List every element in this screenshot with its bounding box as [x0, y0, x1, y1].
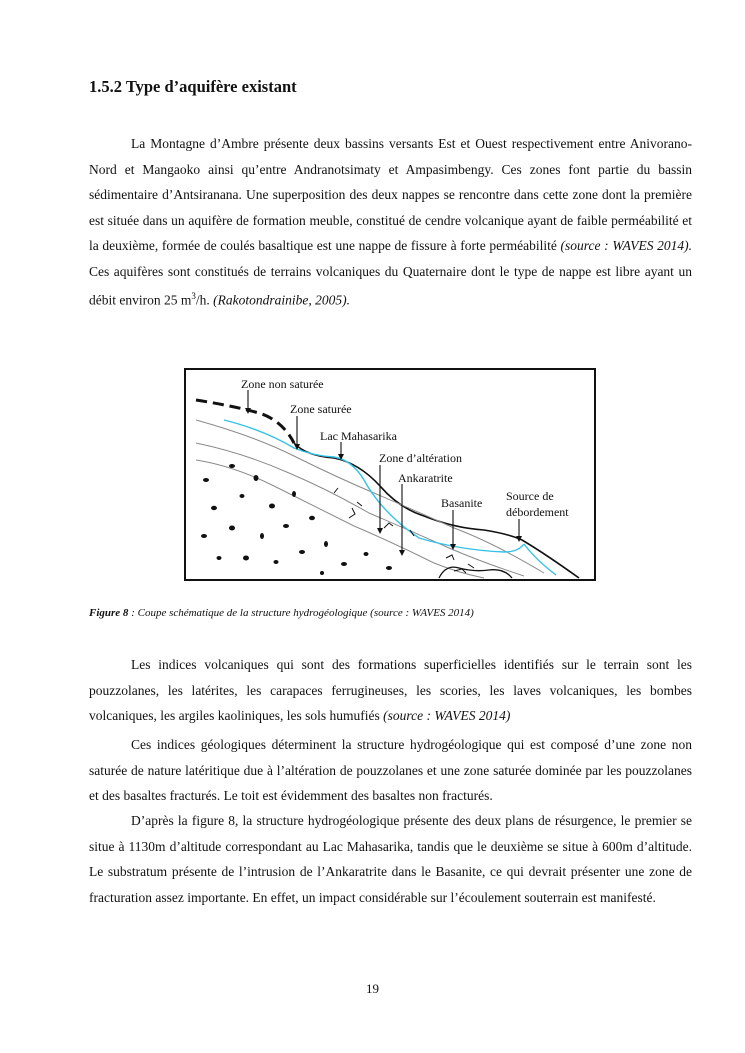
label-arrows [245, 390, 522, 556]
para1-superscript: 3 [191, 291, 196, 301]
paragraph-figure-interpretation: D’après la figure 8, la structure hydrogéologique présente des deux plans de résurgence, le premier se situe à 1130m d’altitude correspondant au Lac Mahasarika, tandis que le deuxième se situe à 600m d’altitude. Le substratum présente de l’intrusion de l’Ankaratrite dans le Basanite, ce qui devrait présenter une zone de fracturation assez importante. En effet, un impact considérable sur l’écoulement souterrain est manifesté. [89, 813, 692, 905]
cross-section-diagram [184, 368, 596, 581]
para2-source: (source : WAVES 2014) [383, 708, 511, 723]
para1-source: (source : WAVES 2014). [560, 238, 692, 253]
page-number: 19 [366, 981, 379, 996]
para1-reference: (Rakotondrainibe, 2005). [213, 292, 350, 308]
paragraph-geological-indices: Ces indices géologiques déterminent la structure hydrogéologique qui est composé d’une zone non saturée de nature latéritique due à l’altération de pouzzolanes et une zone saturée dominée par les pouzzolanes et des basaltes fracturés. Le toit est évidemment des basaltes non fracturés. [89, 737, 692, 803]
label-basanite: Basanite [441, 496, 483, 510]
unsaturated-zone-dashed-line [196, 400, 294, 443]
para1-text2: Ces aquifères sont constitués de terrains volcaniques du Quaternaire dont le type de nappe est libre ayant un débit environ 25 m [89, 263, 692, 308]
volcanic-fragments [201, 464, 392, 575]
caption-text: : Coupe schématique de la structure hydrogéologique (source : WAVES 2014) [128, 607, 474, 619]
label-source-line1: Source de [506, 489, 554, 503]
figure-frame [185, 369, 595, 580]
para1-text: La Montagne d’Ambre présente deux bassins versants Est et Ouest respectivement entre Anivorano-Nord et Mangaoko ainsi qu’entre Andranotsimaty et Ampasimbengy. Ces zones font partie du bassin sédimentaire d’Antsiranana. Une superposition des deux nappes se rencontre dans cette zone dont la première est située dans un aquifère de formation meuble, constitué de cendre volcanique ayant de faible perméabilité et la deuxième, formée de coulés basaltique est une nappe de fissure à forte perméabilité [89, 136, 692, 253]
section-heading: 1.5.2 Type d’aquifère existant [89, 77, 297, 96]
label-zone-saturee: Zone saturée [290, 402, 352, 416]
label-lac-mahasarika: Lac Mahasarika [320, 429, 397, 443]
para2-text: Les indices volcaniques qui sont des formations superficielles identifiés sur le terrain sont les pouzzolanes, les latérites, les carapaces ferrugineuses, les scories, les laves volcaniques, les bombes volcaniques, les argiles kaoliniques, les sols humufiés [89, 657, 692, 723]
paragraph-aquifer-description [89, 131, 692, 313]
figure-caption [89, 607, 474, 619]
paragraph-volcanic-indices [89, 652, 692, 729]
para1-text3: /h. [195, 292, 214, 308]
label-source-line2: débordement [506, 505, 569, 519]
label-ankaratrite: Ankaratrite [398, 471, 453, 485]
label-zone-non-saturee: Zone non saturée [241, 377, 324, 391]
label-zone-alteration: Zone d’altération [379, 451, 462, 465]
caption-label: Figure 8 [89, 607, 129, 619]
figure-hydrogeological-section [184, 368, 596, 581]
